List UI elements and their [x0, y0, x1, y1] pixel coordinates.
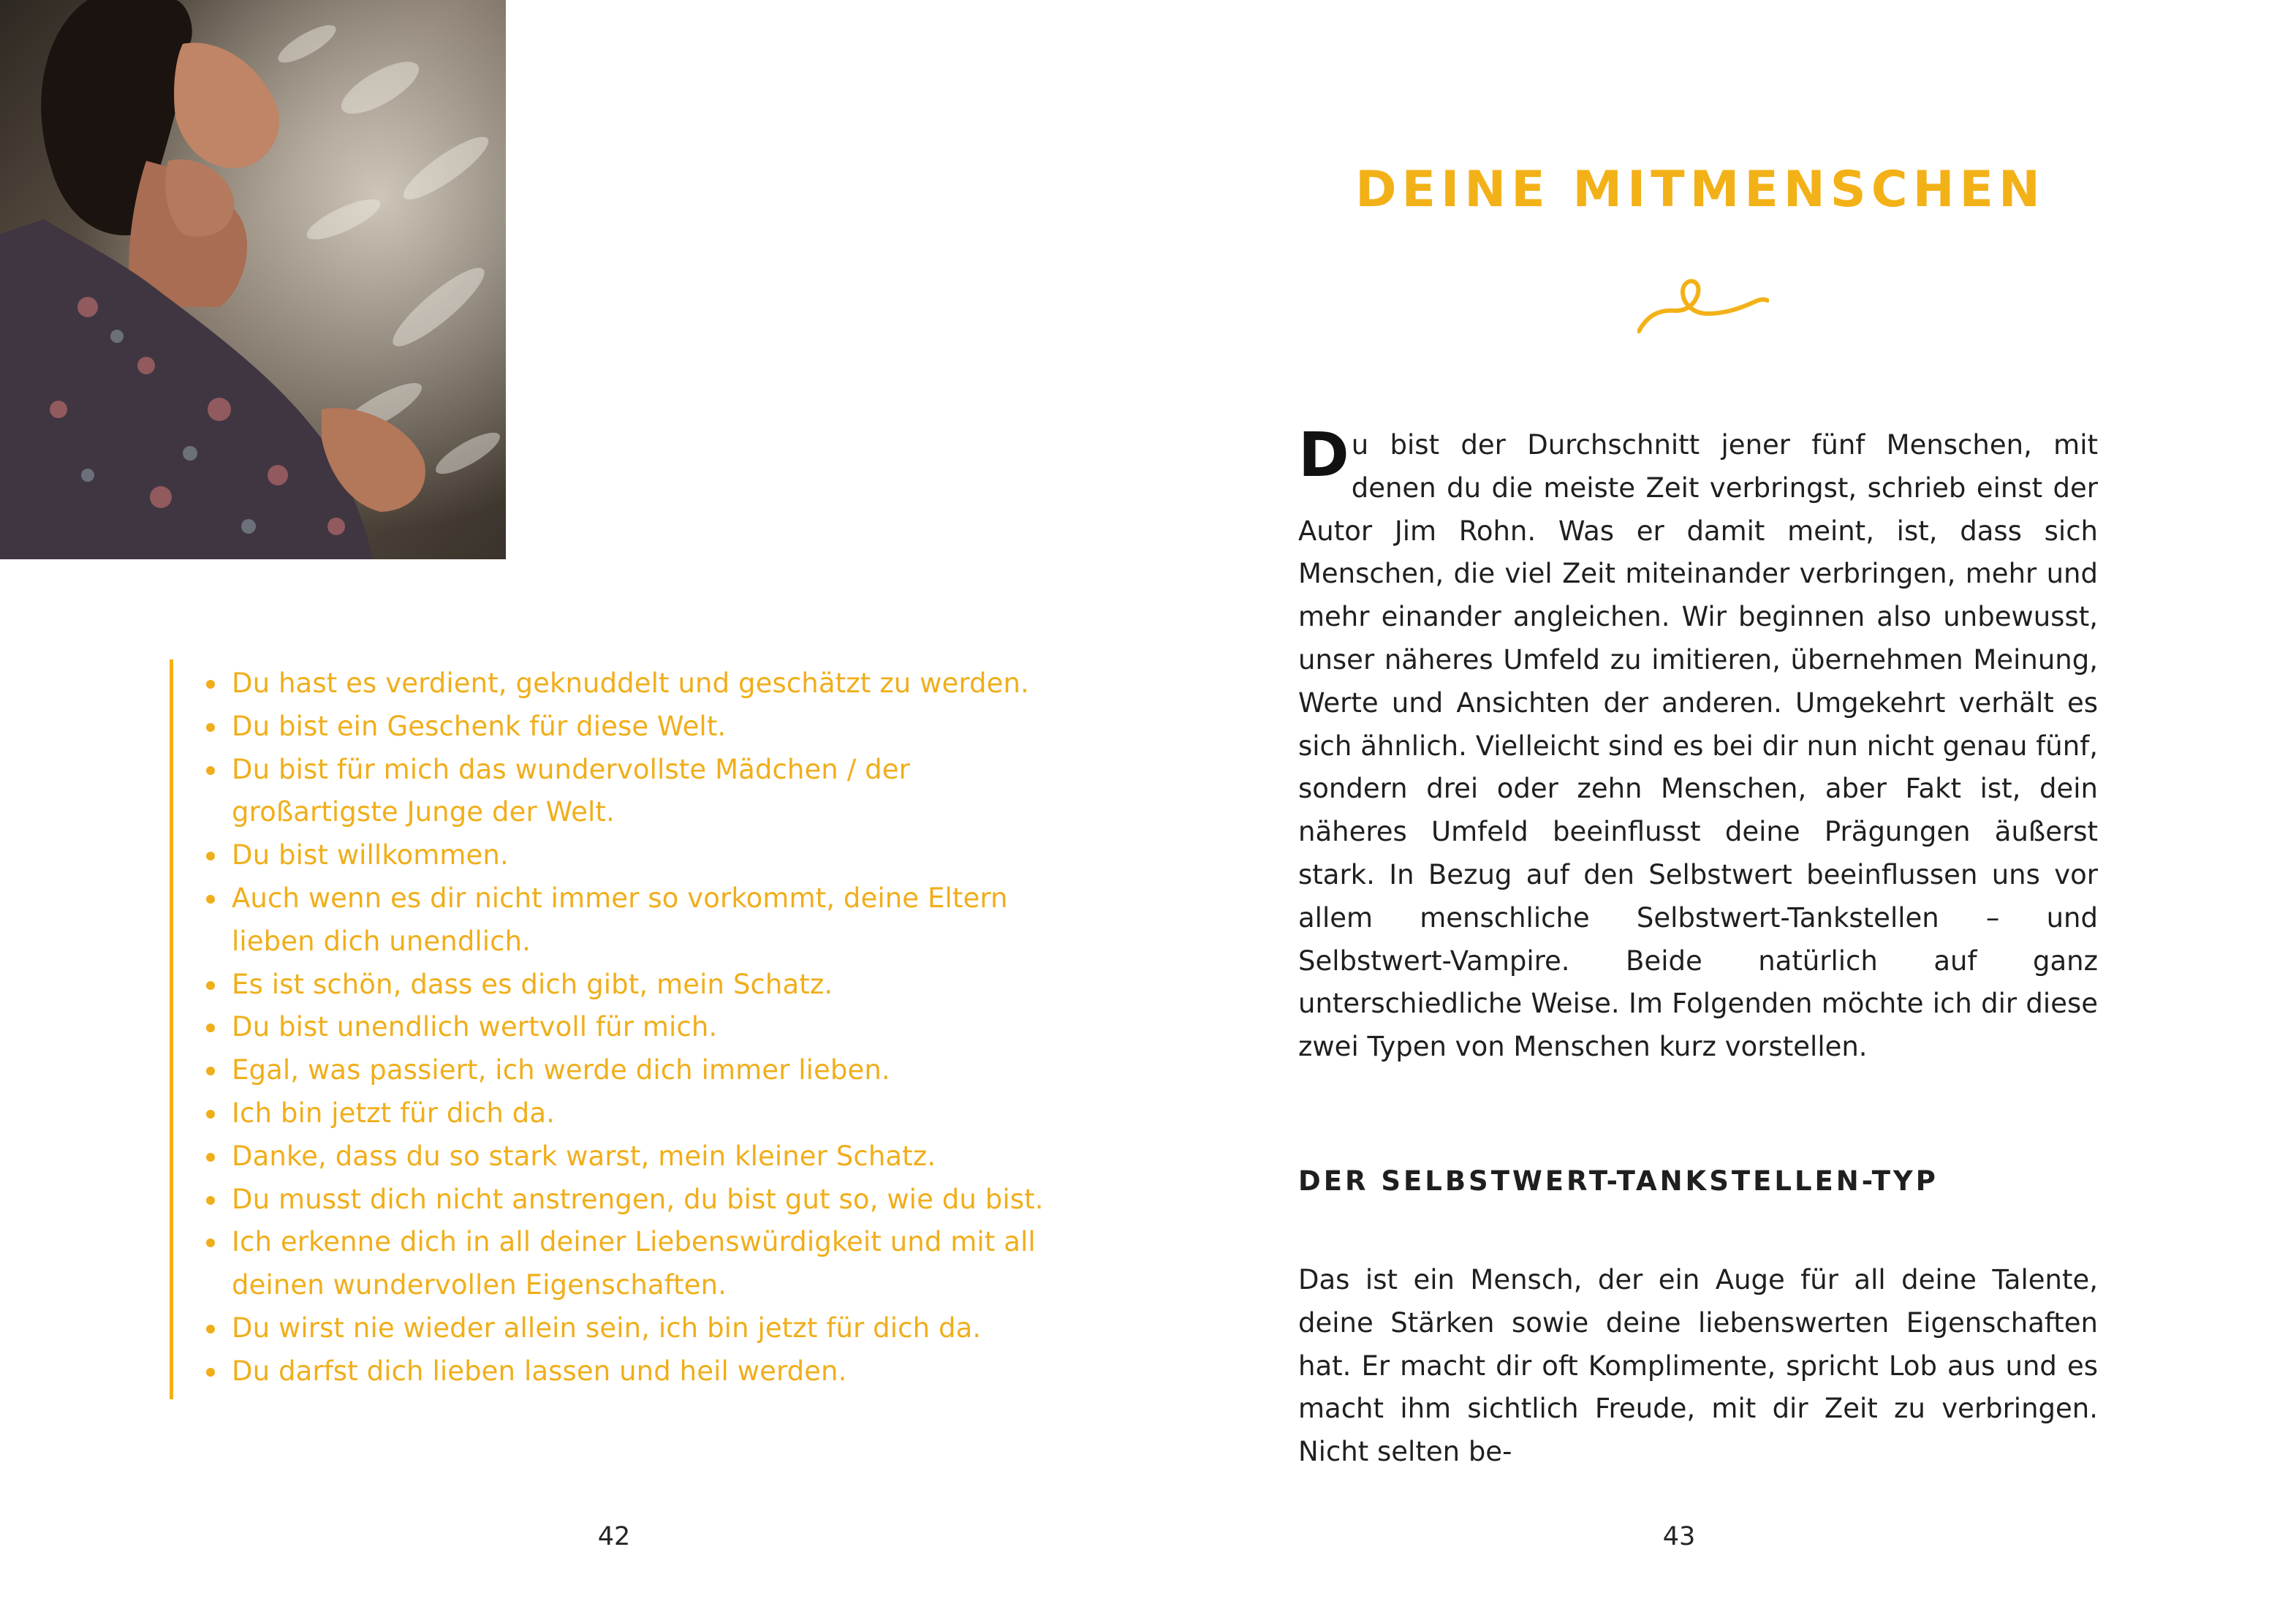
drop-cap: D	[1298, 419, 1349, 491]
list-item: Du bist ein Geschenk für diese Welt.	[204, 705, 1066, 749]
squiggle-ornament-icon	[1637, 267, 1769, 336]
intro-paragraph	[1298, 419, 2098, 1069]
woman-photo	[0, 0, 506, 559]
list-item: Danke, dass du so stark warst, mein kleiner Schatz.	[204, 1135, 1066, 1179]
list-item: Ich bin jetzt für dich da.	[204, 1092, 1066, 1135]
list-item: Du bist für mich das wundervollste Mädchen / der großartigste Junge der Welt.	[204, 749, 1066, 835]
list-item: Es ist schön, dass es dich gibt, mein Schatz.	[204, 964, 1066, 1007]
list-item: Du bist willkommen.	[204, 834, 1066, 877]
page-number-right: 43	[1662, 1522, 1696, 1551]
list-item: Du wirst nie wieder allein sein, ich bin jetzt für dich da.	[204, 1307, 1066, 1350]
section-paragraph: Das ist ein Mensch, der ein Auge für all deine Talente, deine Stärken sowie deine liebenswerten Eigenschaften hat. Er macht dir oft Komplimente, spricht Lob aus und es macht ihm sichtlich Freude, mit dir Zeit zu verbringen. Nicht selten be-	[1298, 1264, 2098, 1468]
section-heading: DER SELBSTWERT-TANKSTELLEN-TYP	[1298, 1165, 1939, 1197]
list-item: Du musst dich nicht anstrengen, du bist gut so, wie du bist.	[204, 1179, 1066, 1222]
list-item: Auch wenn es dir nicht immer so vorkommt, deine Eltern lieben dich unendlich.	[204, 877, 1066, 964]
list-item: Ich erkenne dich in all deiner Liebenswürdigkeit und mit all deinen wundervollen Eigenschaften.	[204, 1221, 1066, 1307]
affirmation-list	[170, 659, 1066, 1399]
list-item: Du bist unendlich wertvoll für mich.	[204, 1006, 1066, 1049]
list-item: Egal, was passiert, ich werde dich immer lieben.	[204, 1049, 1066, 1092]
list-item: Du hast es verdient, geknuddelt und geschätzt zu werden.	[204, 662, 1066, 705]
list-item: Du darfst dich lieben lassen und heil werden.	[204, 1350, 1066, 1393]
page-number-left: 42	[597, 1522, 631, 1551]
page-title: DEINE MITMENSCHEN	[1355, 161, 2045, 219]
intro-text: u bist der Durchschnitt jener fünf Menschen, mit denen du die meiste Zeit verbringst, schrieb einst der Autor Jim Rohn. Was er damit meint, ist, dass sich Menschen, die viel Zeit miteinander verbringen, mehr und mehr einander angleichen. Wir beginnen also unbewusst, unser näheres Umfeld zu imitieren, übernehmen Meinung, Werte und Ansichten der anderen. Umgekehrt verhält es sich ähnlich. Vielleicht sind es bei dir nun nicht genau fünf, sondern drei oder zehn Menschen, aber Fakt ist, dein näheres Umfeld beeinflusst deine Prägungen äußerst stark. In Bezug auf den Selbstwert beeinflussen uns vor allem menschliche Selbstwert-Tankstellen – und Selbstwert-Vampire. Beide natürlich auf ganz unterschiedliche Weise. Im Folgenden möchte ich dir diese zwei Typen von Menschen kurz vorstellen.	[1298, 429, 2098, 1063]
